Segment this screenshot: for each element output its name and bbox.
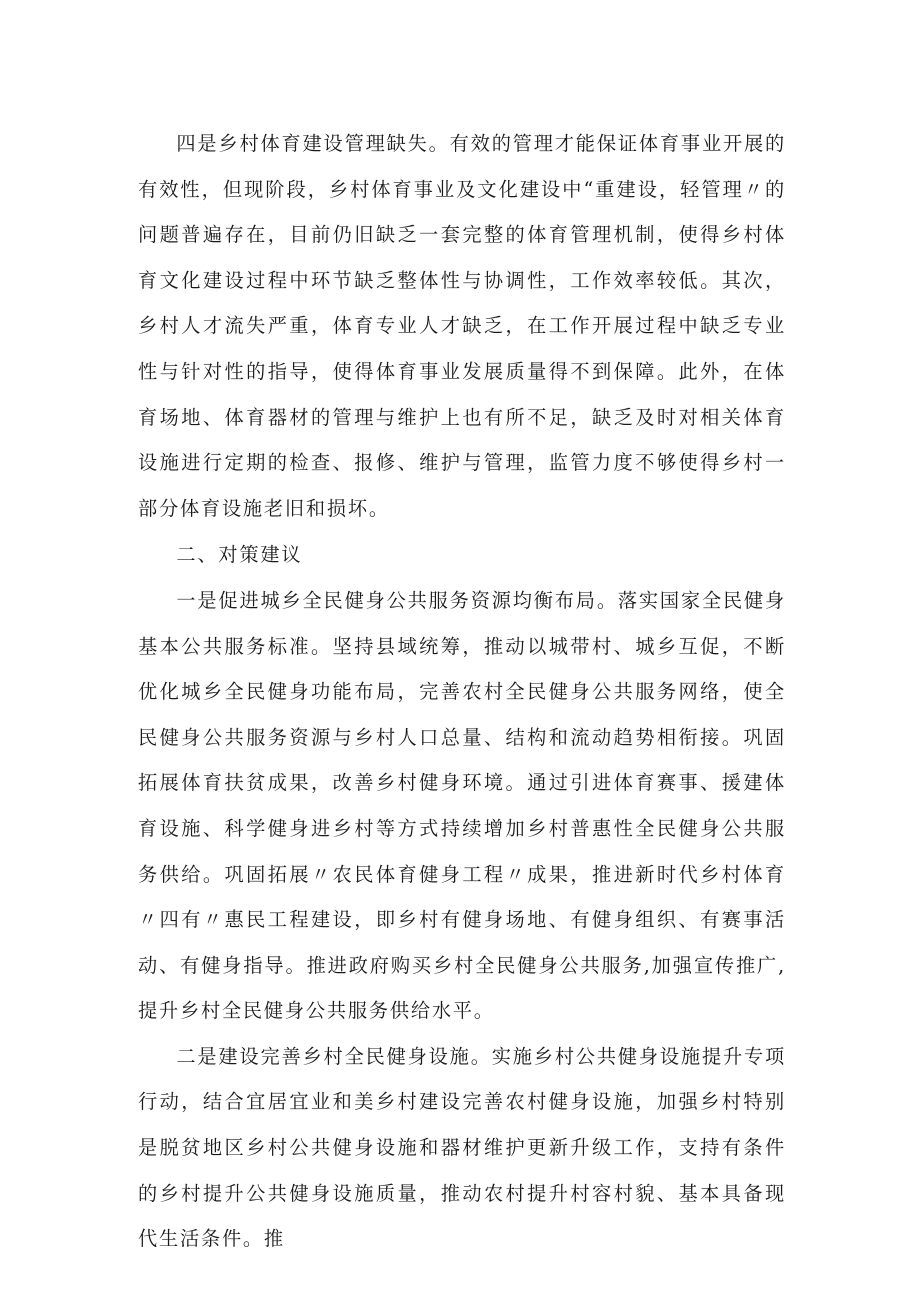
paragraph-fitness-facilities: 二是建设完善乡村全民健身设施。实施乡村公共健身设施提升专项行动，结合宜居宜业和美乡村建设完善农村健身设施，加强乡村特别是脱贫地区乡村公共健身设施和器材维护更新升级工作，支持有条件的乡村提升公共健身设施质量，推动农村提升村容村貌、基本具备现代生活条件。推 bbox=[138, 1044, 786, 1251]
paragraph-balanced-layout: 一是促进城乡全民健身公共服务资源均衡布局。落实国家全民健身基本公共服务标准。坚持县域统筹，推动以城带村、城乡互促，不断优化城乡全民健身功能布局，完善农村全民健身公共服务网络，使全民健身公共服务资源与乡村人口总量、结构和流动趋势相衔接。巩固拓展体育扶贫成果，改善乡村健身环境。通过引进体育赛事、援建体育设施、科学健身进乡村等方式持续增加乡村普惠性全民健身公共服务供给。巩固拓展〃农民体育健身工程〃成果，推进新时代乡村体育〃四有〃惠民工程建设，即乡村有健身场地、有健身组织、有赛事活动、有健身指导。推进政府购买乡村全民健身公共服务,加强宣传推广,提升乡村全民健身公共服务供给水平。 bbox=[138, 588, 786, 1023]
paragraph-management-deficiency: 四是乡村体育建设管理缺失。有效的管理才能保证体育事业开展的有效性，但现阶段，乡村体育事业及文化建设中“重建设，轻管理〃的问题普遍存在，目前仍旧缺乏一套完整的体育管理机制，使得乡村体育文化建设过程中环节缺乏整体性与协调性，工作效率较低。其次，乡村人才流失严重，体育专业人才缺乏，在工作开展过程中缺乏专业性与针对性的指导，使得体育事业发展质量得不到保障。此外，在体育场地、体育器材的管理与维护上也有所不足，缺乏及时对相关体育设施进行定期的检查、报修、维护与管理，监管力度不够使得乡村一部分体育设施老旧和损坏。 bbox=[138, 132, 786, 520]
document-body bbox=[138, 121, 786, 1262]
section-heading-countermeasures: 二、对策建议 bbox=[176, 543, 303, 567]
